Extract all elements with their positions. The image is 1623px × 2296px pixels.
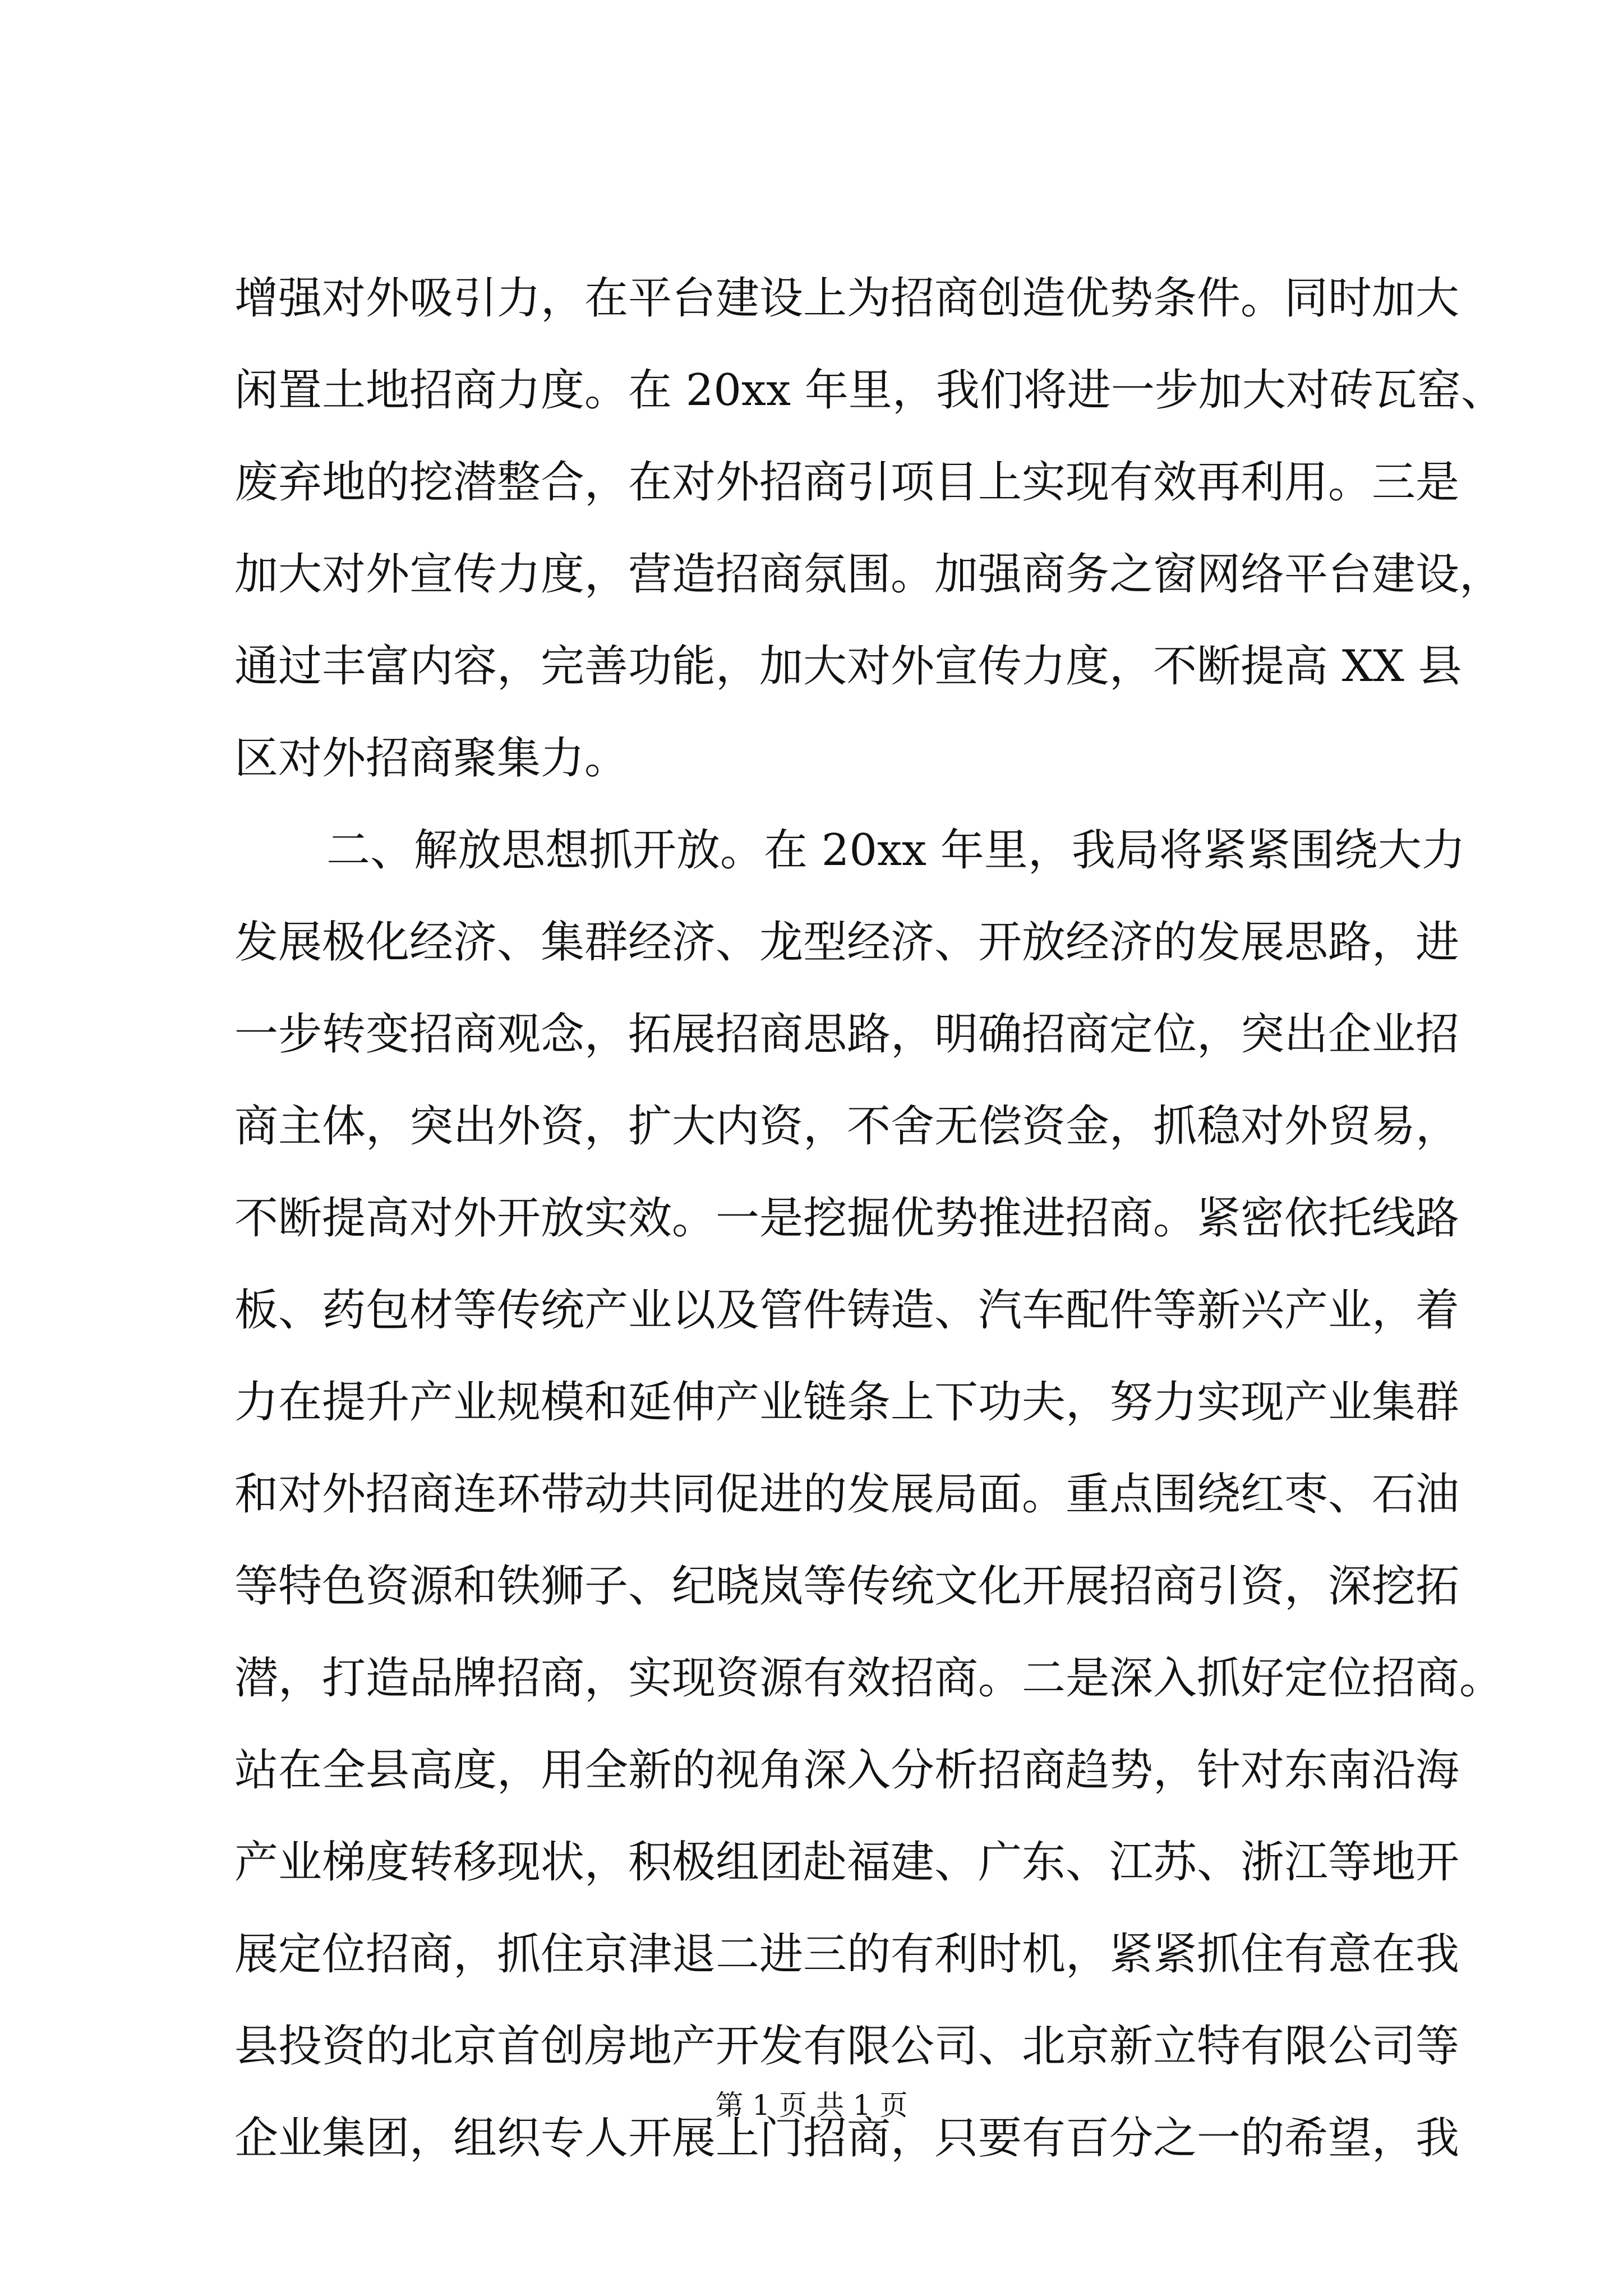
text-line: 一步转变招商观念，拓展招商思路，明确招商定位，突出企业招	[234, 1009, 1460, 1060]
text-line: 废弃地的挖潜整合，在对外招商引项目上实现有效再利用。三是	[234, 457, 1460, 508]
text-line: 发展极化经济、集群经济、龙型经济、开放经济的发展思路，进	[234, 917, 1460, 968]
text-line: 闲置土地招商力度。在 20xx 年里，我们将进一步加大对砖瓦窑、	[234, 365, 1505, 416]
text-line: 加大对外宣传力度，营造招商氛围。加强商务之窗网络平台建设，	[234, 549, 1504, 600]
text-line: 商主体，突出外资，扩大内资，不舍无偿资金，抓稳对外贸易，	[234, 1101, 1460, 1152]
text-line: 力在提升产业规模和延伸产业链条上下功夫，努力实现产业集群	[234, 1377, 1460, 1428]
text-line: 通过丰富内容，完善功能，加大对外宣传力度，不断提高 XX 县	[234, 641, 1462, 692]
text-line: 和对外招商连环带动共同促进的发展局面。重点围绕红枣、石油	[234, 1469, 1460, 1520]
page-footer: 第 1 页 共 1 页	[715, 2089, 908, 2122]
text-line: 产业梯度转移现状，积极组团赴福建、广东、江苏、浙江等地开	[234, 1837, 1460, 1888]
text-line: 区对外招商聚集力。	[234, 733, 629, 784]
text-line: 等特色资源和铁狮子、纪晓岚等传统文化开展招商引资，深挖拓	[234, 1561, 1460, 1612]
paragraph-start-line: 二、解放思想抓开放。在 20xx 年里，我局将紧紧围绕大力	[326, 825, 1465, 876]
body-text	[234, 252, 1505, 2184]
text-line: 不断提高对外开放实效。一是挖掘优势推进招商。紧密依托线路	[234, 1193, 1460, 1244]
text-line: 板、药包材等传统产业以及管件铸造、汽车配件等新兴产业，着	[234, 1285, 1460, 1336]
text-line: 站在全县高度，用全新的视角深入分析招商趋势，针对东南沿海	[234, 1745, 1460, 1796]
text-line: 企业集团，组织专人开展上门招商，只要有百分之一的希望，我	[234, 2113, 1460, 2164]
text-line: 增强对外吸引力，在平台建设上为招商创造优势条件。同时加大	[234, 273, 1460, 324]
text-line: 县投资的北京首创房地产开发有限公司、北京新立特有限公司等	[234, 2021, 1460, 2072]
text-line: 展定位招商，抓住京津退二进三的有利时机，紧紧抓住有意在我	[234, 1929, 1460, 1980]
text-line: 潜，打造品牌招商，实现资源有效招商。二是深入抓好定位招商。	[234, 1653, 1504, 1704]
